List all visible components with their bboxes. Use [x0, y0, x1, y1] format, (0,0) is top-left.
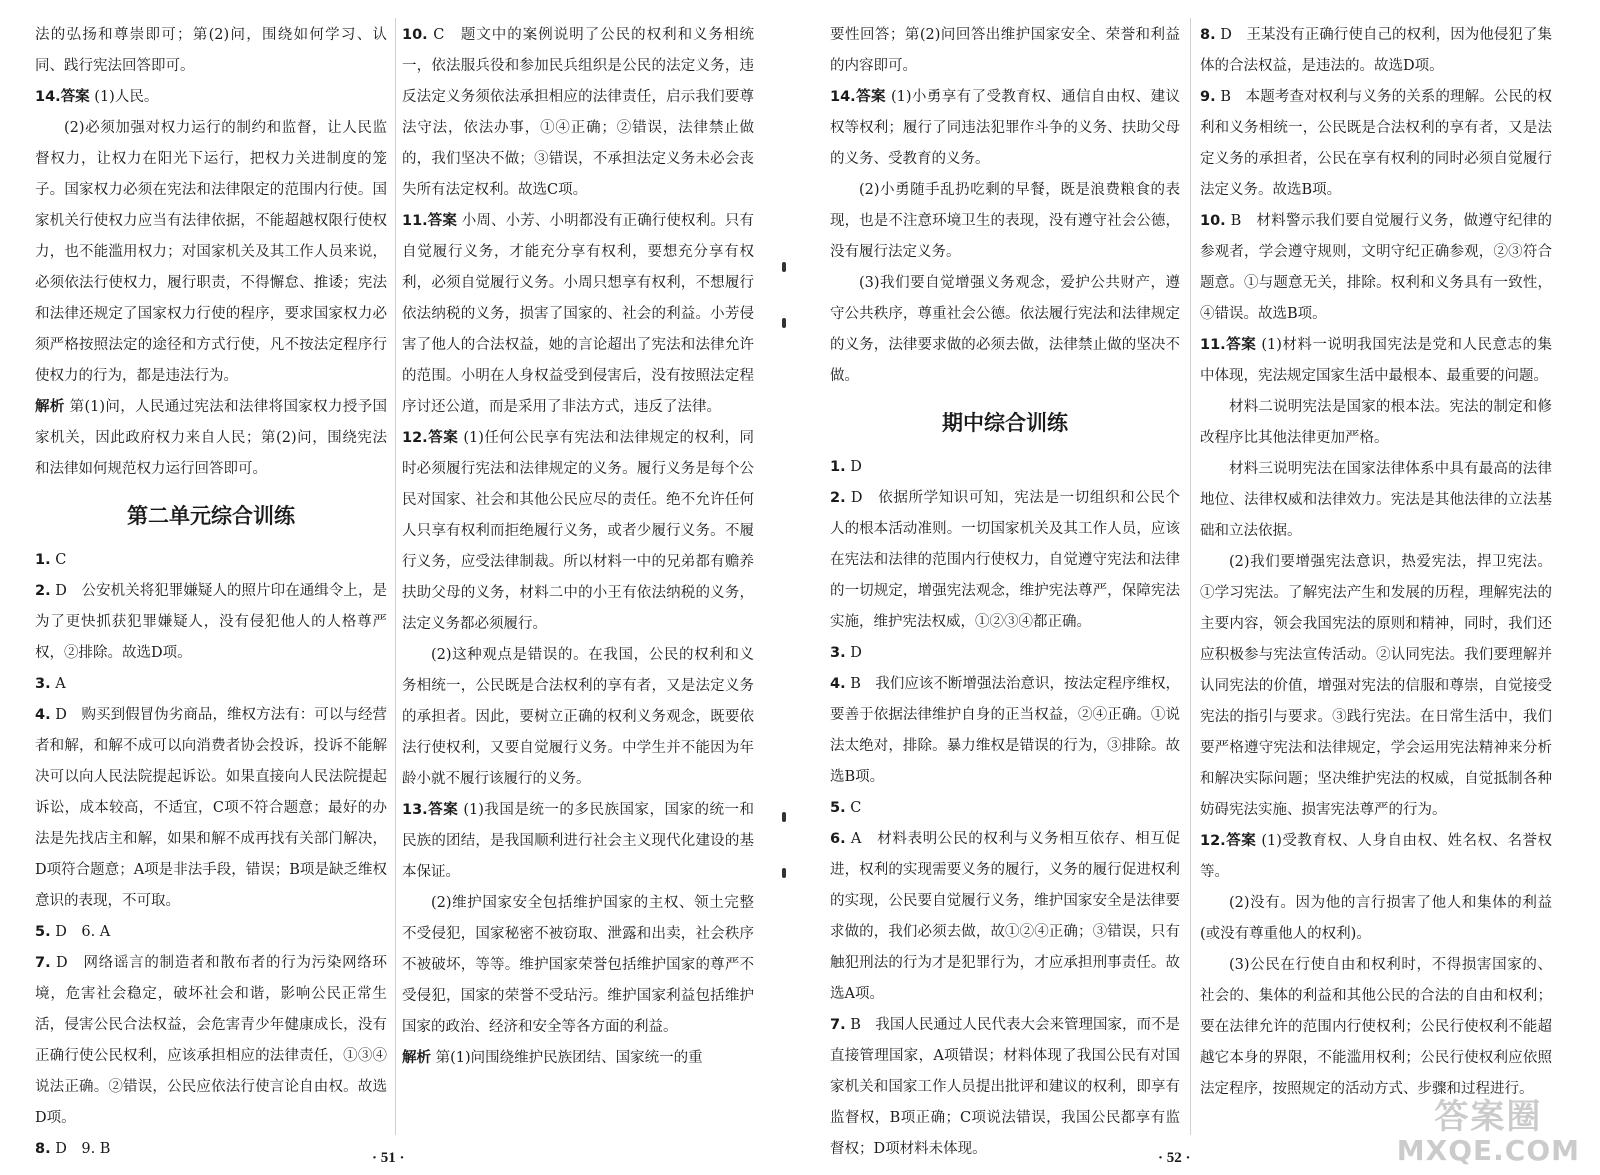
right-page: [800, 0, 1600, 1175]
item-number: 7.: [35, 955, 51, 971]
left-page-column-1: [35, 20, 387, 1165]
answer-item: [830, 1010, 1180, 1165]
answer-item: [35, 669, 387, 700]
answer-item: [1200, 82, 1552, 206]
item-text: (1)材料一说明我国宪法是党和人民意志的集中体现，宪法规定国家生活中最根本、最重要的问题。: [1200, 337, 1553, 384]
answer-item: [402, 206, 754, 423]
answer-item: [830, 82, 1180, 175]
item-tag: 答案: [427, 430, 459, 446]
item-number: 13.: [402, 802, 428, 818]
watermark-logo: 答案圈: [1434, 1096, 1543, 1137]
answer-paragraph: (3)我们要自觉增强义务观念，爱护公共财产，遵守公共秩序，尊重社会公德。依法履行宪法和法律规定的义务，法律要求做的必须去做，法律禁止做的坚决不做。: [830, 275, 1180, 384]
answer-paragraph: (2)必须加强对权力运行的制约和监督，让人民监督权力，让权力在阳光下运行，把权力关进制度的笼子。国家权力必须在宪法和法律限定的范围内行使。国家机关行使权力应当有法律依据，不能超越权限行使权力，也不能滥用权力；对国家机关及其工作人员来说，必须依法行使权力，履行职责，不得懈怠、推诿；宪法和法律还规定了国家权力行使的程序，要求国家权力必须严格按照法定的途径和方式行使，凡不按法定程序行使权力的行为，都是违法行为。: [35, 120, 387, 384]
item-text: B 本题考查对权利与义务的关系的理解。公民的权利和义务相统一，公民既是合法权利的享有者，又是法定义务的承担者，公民在享有权利的同时必须自觉履行法定义务。故选B项。: [1200, 89, 1552, 198]
binding-mark: [782, 262, 786, 272]
answer-item: [1200, 206, 1552, 330]
item-text: D 9. B: [55, 1141, 111, 1157]
item-number: 14.: [830, 89, 856, 105]
answer-item: [35, 392, 387, 485]
item-number: 6.: [830, 831, 846, 847]
item-tag: 答案: [1225, 337, 1257, 353]
item-tag: 答案: [855, 89, 886, 105]
section-title: 期中综合训练: [942, 411, 1068, 435]
section-title: 第二单元综合训练: [127, 504, 295, 528]
item-number: 2.: [35, 583, 51, 599]
item-text: (1)小勇享有了受教育权、通信自由权、建议权等权利；履行了同违法犯罪作斗争的义务、扶助父母的义务、受教育的义务。: [830, 89, 1180, 167]
item-tag: 答案: [427, 802, 459, 818]
item-number: 7.: [830, 1017, 846, 1033]
column-divider: [1190, 18, 1191, 1135]
answer-item: [35, 545, 387, 576]
item-text: A 材料表明公民的权利与义务相互依存、相互促进，权利的实现需要义务的履行，义务的履行促进权利的实现，公民要自觉履行义务，维护国家安全是法律要求做的，我们必须去做，故①②④正确；③错误，只有触犯刑法的行为才是犯罪行为，才应承担刑事责任。故选A项。: [830, 831, 1181, 1002]
binding-mark: [782, 812, 786, 822]
item-text: B 材料警示我们要自觉履行义务，做遵守纪律的参观者，学会遵守规则，文明守纪正确参观，②③符合题意。①与题意无关，排除。权利和义务具有一致性，④错误。故选B项。: [1200, 213, 1553, 322]
binding-mark: [782, 318, 786, 328]
left-page-column-2: [402, 20, 754, 1074]
item-text: (1)人民。: [94, 89, 159, 105]
item-number: 5.: [830, 800, 846, 816]
item-text: C 题文中的案例说明了公民的权利和义务相统一，依法服兵役和参加民兵组织是公民的法定义务，违反法定义务须依法承担相应的法律责任，启示我们要尊法守法，依法办事，①④正确；②错误，法律禁止做的，我们坚决不做；③错误，不承担法定义务未必会丧失所有法定权利。故选C项。: [402, 27, 755, 198]
answer-paragraph: (2)维护国家安全包括维护国家的主权、领土完整不受侵犯，国家秘密不被窃取、泄露和出卖，社会秩序不被破坏，等等。维护国家荣誉包括维护国家的尊严不受侵犯，国家的荣誉不受玷污。维护国家利益包括维护国家的政治、经济和安全等各方面的利益。: [402, 895, 754, 1035]
answer-item: [402, 423, 754, 640]
answer-item: [35, 700, 387, 917]
answer-item: [830, 793, 1180, 824]
item-number: 3.: [830, 645, 846, 661]
item-number: 14.: [35, 89, 61, 105]
item-text: D: [850, 459, 862, 475]
answer-paragraph: (2)我们要增强宪法意识，热爱宪法，捍卫宪法。①学习宪法。了解宪法产生和发展的历程，理解宪法的主要内容，领会我国宪法的原则和精神，同时，我们还应积极参与宪法宣传活动。②认同宪法。我们要理解并认同宪法的价值，增强对宪法的信服和尊崇，自觉接受宪法的指引与要求。③践行宪法。在日常生活中，我们要严格遵守宪法和法律规定，学会运用宪法精神来分析和解决实际问题；坚决维护宪法的权威，自觉抵制各种妨碍宪法实施、损害宪法尊严的行为。: [1200, 554, 1552, 818]
item-text: 第(1)问围绕维护民族团结、国家统一的重: [435, 1050, 703, 1066]
item-text: A: [55, 676, 66, 692]
page-number: · 51 ·: [372, 1150, 405, 1166]
item-number: 8.: [35, 1141, 51, 1157]
right-page-column-2: [1200, 20, 1552, 1105]
answer-item: [1200, 330, 1552, 392]
answer-item: [35, 576, 387, 669]
answer-item: [830, 824, 1180, 1010]
item-number: 1.: [830, 459, 846, 475]
answer-item: [830, 483, 1180, 638]
item-text: C: [850, 800, 862, 816]
item-text: 小周、小芳、小明都没有正确行使权利。只有自觉履行义务，才能充分享有权利，要想充分享有权利，必须自觉履行义务。小周只想享有权利，不想履行依法纳税的义务，损害了国家的、社会的利益。小芳侵害了他人的合法权益，她的言论超出了宪法和法律允许的范围。小明在人身权益受到侵害后，没有按照法定程序讨还公道，而是采用了非法方式，违反了法律。: [402, 213, 755, 415]
item-text: C: [55, 552, 67, 568]
item-text: D 购买到假冒伪劣商品，维权方法有：可以与经营者和解，和解不成可以向消费者协会投诉，投诉不能解决可以向人民法院提起诉讼。如果直接向人民法院提起诉讼，成本较高，不适宜，C项不符合题意；最好的办法是先找店主和解，如果和解不成再找有关部门解决，D项符合题意；A项是非法手段，错误；B项是缺乏维权意识的表现，不可取。: [35, 707, 388, 909]
item-tag: 答案: [1225, 833, 1257, 849]
answer-paragraph: (2)没有。因为他的言行损害了他人和集体的利益(或没有尊重他人的权利)。: [1200, 895, 1552, 942]
item-number: 4.: [830, 676, 846, 692]
answer-paragraph: (3)公民在行使自由和权利时，不得损害国家的、社会的、集体的利益和其他公民的合法的自由和权利；要在法律允许的范围内行使权利；公民行使权利不能超越它本身的界限，不能滥用权利；公民行使权利应依照法定程序，按照规定的活动方式、步骤和过程进行。: [1200, 957, 1552, 1097]
item-text: B 我国人民通过人民代表大会来管理国家，而不是直接管理国家，A项错误；材料体现了我国公民有对国家机关和国家工作人员提出批评和建议的权利，即享有监督权，B项正确；C项说法错误，我国公民都享有监督权；D项材料未体现。: [830, 1017, 1181, 1157]
item-number: 5.: [35, 924, 51, 940]
item-tag: 解析: [402, 1050, 431, 1066]
item-number: 4.: [35, 707, 51, 723]
item-number: 1.: [35, 552, 51, 568]
answer-item: [1200, 826, 1552, 888]
answer-paragraph: 材料二说明宪法是国家的根本法。宪法的制定和修改程序比其他法律更加严格。: [1200, 399, 1552, 446]
item-tag: 解析: [35, 399, 65, 415]
item-number: 10.: [402, 27, 428, 43]
answer-item: [35, 1134, 387, 1165]
binding-mark: [782, 868, 786, 878]
column-divider: [395, 18, 396, 1135]
answer-paragraph: 材料三说明宪法在国家法律体系中具有最高的法律地位、法律权威和法律效力。宪法是其他法律的立法基础和立法依据。: [1200, 461, 1552, 539]
answer-item: [830, 638, 1180, 669]
item-text: (1)我国是统一的多民族国家，国家的统一和民族的团结，是我国顺利进行社会主义现代化建设的基本保证。: [402, 802, 755, 880]
answer-item: [402, 795, 754, 888]
watermark: [1396, 1096, 1580, 1167]
watermark-url: MXQE.COM: [1396, 1133, 1580, 1167]
item-number: 11.: [402, 213, 428, 229]
answer-item: [35, 82, 387, 113]
item-number: 11.: [1200, 337, 1226, 353]
answer-item: [35, 948, 387, 1134]
item-text: D 网络谣言的制造者和散布者的行为污染网络环境，危害社会稳定，破坏社会和谐，影响公民正常生活，侵害公民合法权益，会危害青少年健康成长，没有正确行使公民权利，应该承担相应的法律责任，①③④说法正确。②错误，公民应依法行使言论自由权。故选D项。: [35, 955, 388, 1126]
item-number: 8.: [1200, 27, 1216, 43]
answer-item: [35, 917, 387, 948]
answer-item: [402, 20, 754, 206]
page-number: · 52 ·: [1158, 1150, 1191, 1166]
item-number: 10.: [1200, 213, 1226, 229]
answer-item: [830, 669, 1180, 793]
item-text: D 公安机关将犯罪嫌疑人的照片印在通缉令上，是为了更快抓获犯罪嫌疑人，没有侵犯他人的人格尊严权，②排除。故选D项。: [35, 583, 388, 661]
item-number: 3.: [35, 676, 51, 692]
answer-paragraph: (2)这种观点是错误的。在我国，公民的权利和义务相统一，公民既是合法权利的享有者，又是法定义务的承担者。因此，要树立正确的权利义务观念，既要依法行使权利，又要自觉履行义务。中学生并不能因为年龄小就不履行该履行的义务。: [402, 647, 754, 787]
item-number: 9.: [1200, 89, 1216, 105]
item-number: 2.: [830, 490, 846, 506]
item-tag: 答案: [427, 213, 458, 229]
item-text: 第(1)问，人民通过宪法和法律将国家权力授予国家机关，因此政府权力来自人民；第(2)问，围绕宪法和法律如何规范权力运行回答即可。: [35, 399, 387, 477]
answer-item: [830, 452, 1180, 483]
item-text: (1)受教育权、人身自由权、姓名权、名誉权等。: [1200, 833, 1553, 880]
continued-text: 法的弘扬和尊崇即可；第(2)问，围绕如何学习、认同、践行宪法回答即可。: [35, 27, 387, 74]
answer-item: [1200, 20, 1552, 82]
item-text: B 我们应该不断增强法治意识，按法定程序维权，要善于依据法律维护自身的正当权益，②④正确。①说法太绝对，排除。暴力维权是错误的行为，③排除。故选B项。: [830, 676, 1181, 785]
item-number: 12.: [402, 430, 428, 446]
continued-text: 要性回答；第(2)问回答出维护国家安全、荣誉和利益的内容即可。: [830, 27, 1180, 74]
item-text: D 依据所学知识可知，宪法是一切组织和公民个人的根本活动准则。一切国家机关及其工作人员，应该在宪法和法律的范围内行使权力，自觉遵守宪法和法律的一切规定，增强宪法观念，维护宪法尊严，保障宪法实施，维护宪法权威，①②③④都正确。: [830, 490, 1181, 630]
answer-item: [402, 1043, 754, 1074]
item-number: 12.: [1200, 833, 1226, 849]
item-text: (1)任何公民享有宪法和法律规定的权利，同时必须履行宪法和法律规定的义务。履行义务是每个公民对国家、社会和其他公民应尽的责任。绝不允许任何人只享有权利而拒绝履行义务，或者少履行义务。不履行义务，应受法律制裁。所以材料一中的兄弟都有赡养扶助父母的义务，材料二中的小王有依法纳税的义务，法定义务都必须履行。: [402, 430, 755, 632]
answer-paragraph: (2)小勇随手乱扔吃剩的早餐，既是浪费粮食的表现，也是不注意环境卫生的表现，没有遵守社会公德，没有履行法定义务。: [830, 182, 1180, 260]
right-page-column-1: [830, 20, 1180, 1165]
item-text: D: [850, 645, 862, 661]
item-text: D 6. A: [55, 924, 111, 940]
item-text: D 王某没有正确行使自己的权利，因为他侵犯了集体的合法权益，是违法的。故选D项。: [1200, 27, 1553, 74]
item-tag: 答案: [60, 89, 90, 105]
